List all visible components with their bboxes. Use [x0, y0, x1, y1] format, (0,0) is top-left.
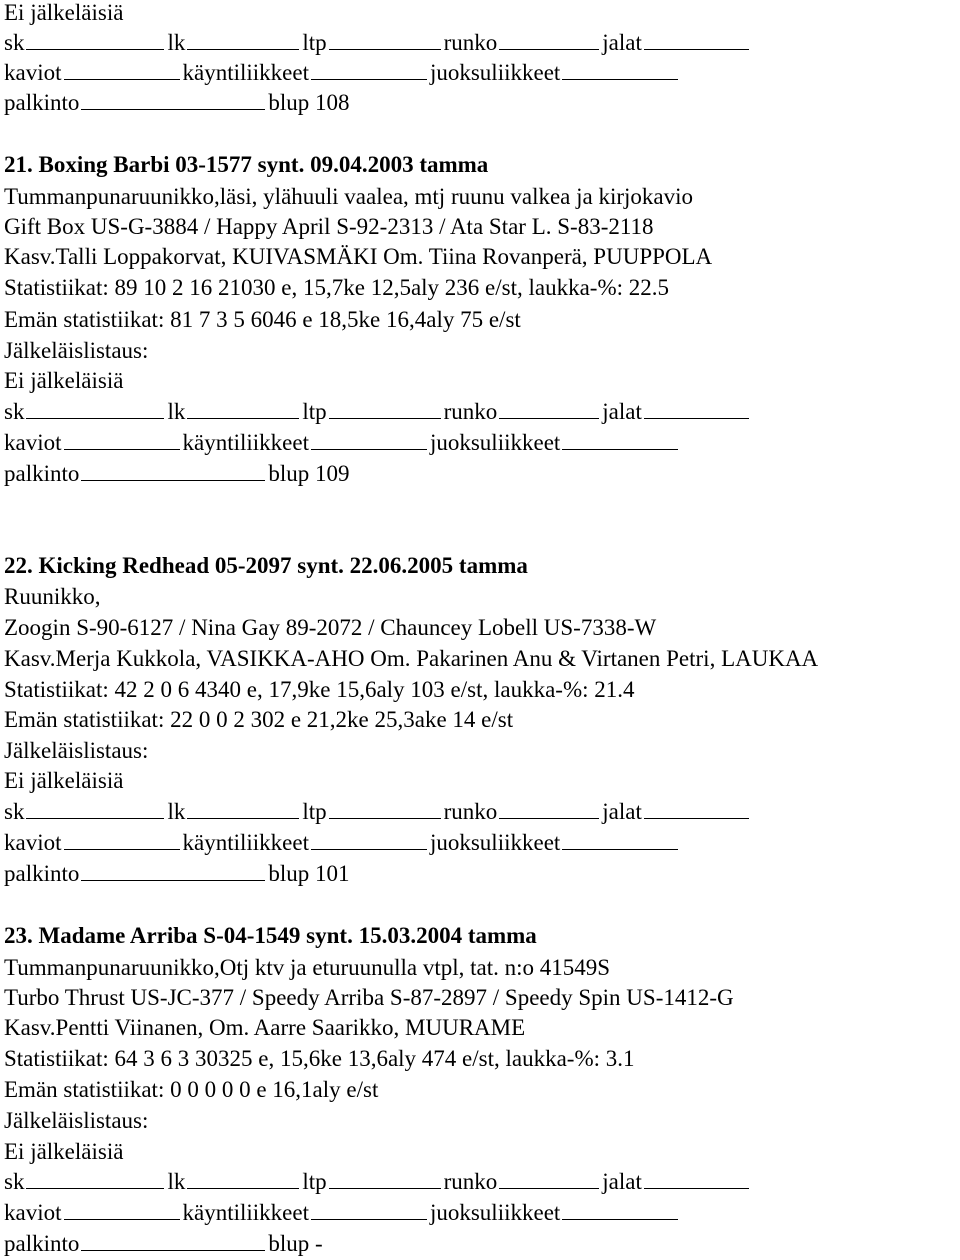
evaluation-row-palkinto: palkinto blup 101 — [4, 861, 350, 886]
entry-pedigree: Zoogin S-90-6127 / Nina Gay 89-2072 / Chauncey Lobell US-7338-W — [4, 615, 657, 640]
evaluation-row-kaviot: kaviot käyntiliikkeet juoksuliikkeet — [4, 1198, 681, 1228]
evaluation-row-sk: sk lk ltp runko jalat — [4, 797, 752, 827]
entry-stats: Statistiikat: 89 10 2 16 21030 e, 15,7ke 12,5aly 236 e/st, laukka-%: 22.5 — [4, 275, 670, 300]
entry-color: Ruunikko, — [4, 584, 101, 609]
entry-color: Tummanpunaruunikko,Otj ktv ja eturuunulla vtpl, tat. n:o 41549S — [4, 955, 611, 980]
evaluation-row-palkinto: palkinto blup 109 — [4, 461, 350, 486]
entry-title: 23. Madame Arriba S-04-1549 synt. 15.03.2004 tamma — [4, 923, 537, 948]
entry-breeder-owner: Kasv.Pentti Viinanen, Om. Aarre Saarikko, MUURAME — [4, 1015, 526, 1040]
entry-color: Tummanpunaruunikko,läsi, ylähuuli vaalea, mtj ruunu valkea ja kirjokavio — [4, 184, 694, 209]
entry-title: 22. Kicking Redhead 05-2097 synt. 22.06.2005 tamma — [4, 553, 528, 578]
entry-dam-stats: Emän statistiikat: 22 0 0 2 302 e 21,2ke 25,3ake 14 e/st — [4, 707, 514, 732]
evaluation-row-sk: sk lk ltp runko jalat — [4, 1167, 752, 1197]
entry-stats: Statistiikat: 64 3 6 3 30325 e, 15,6ke 13,6aly 474 e/st, laukka-%: 3.1 — [4, 1046, 635, 1071]
entry-dam-stats: Emän statistiikat: 81 7 3 5 6046 e 18,5ke 16,4aly 75 e/st — [4, 307, 521, 332]
offspring-heading: Jälkeläislistaus: — [4, 338, 149, 363]
evaluation-row-palkinto: palkinto blup - — [4, 1231, 323, 1256]
entry-breeder-owner: Kasv.Talli Loppakorvat, KUIVASMÄKI Om. Tiina Rovanperä, PUUPPOLA — [4, 244, 713, 269]
no-offspring-text: Ei jälkeläisiä — [4, 1139, 124, 1164]
entry-title: 21. Boxing Barbi 03-1577 synt. 09.04.2003 tamma — [4, 152, 489, 177]
evaluation-row-sk: sk lk ltp runko jalat — [4, 28, 752, 58]
offspring-heading: Jälkeläislistaus: — [4, 1108, 149, 1133]
offspring-heading: Jälkeläislistaus: — [4, 738, 149, 763]
entry-pedigree: Gift Box US-G-3884 / Happy April S-92-2313 / Ata Star L. S-83-2118 — [4, 214, 654, 239]
no-offspring-text: Ei jälkeläisiä — [4, 768, 124, 793]
entry-dam-stats: Emän statistiikat: 0 0 0 0 0 e 16,1aly e/st — [4, 1077, 379, 1102]
entry-stats: Statistiikat: 42 2 0 6 4340 e, 17,9ke 15,6aly 103 e/st, laukka-%: 21.4 — [4, 677, 635, 702]
evaluation-row-kaviot: kaviot käyntiliikkeet juoksuliikkeet — [4, 428, 681, 458]
entry-pedigree: Turbo Thrust US-JC-377 / Speedy Arriba S-87-2897 / Speedy Spin US-1412-G — [4, 985, 734, 1010]
evaluation-row-kaviot: kaviot käyntiliikkeet juoksuliikkeet — [4, 58, 681, 88]
no-offspring-text: Ei jälkeläisiä — [4, 0, 124, 25]
evaluation-row-sk: sk lk ltp runko jalat — [4, 397, 752, 427]
no-offspring-text: Ei jälkeläisiä — [4, 368, 124, 393]
evaluation-row-kaviot: kaviot käyntiliikkeet juoksuliikkeet — [4, 828, 681, 858]
entry-breeder-owner: Kasv.Merja Kukkola, VASIKKA-AHO Om. Pakarinen Anu & Virtanen Petri, LAUKAA — [4, 646, 819, 671]
evaluation-row-palkinto: palkinto blup 108 — [4, 90, 350, 115]
